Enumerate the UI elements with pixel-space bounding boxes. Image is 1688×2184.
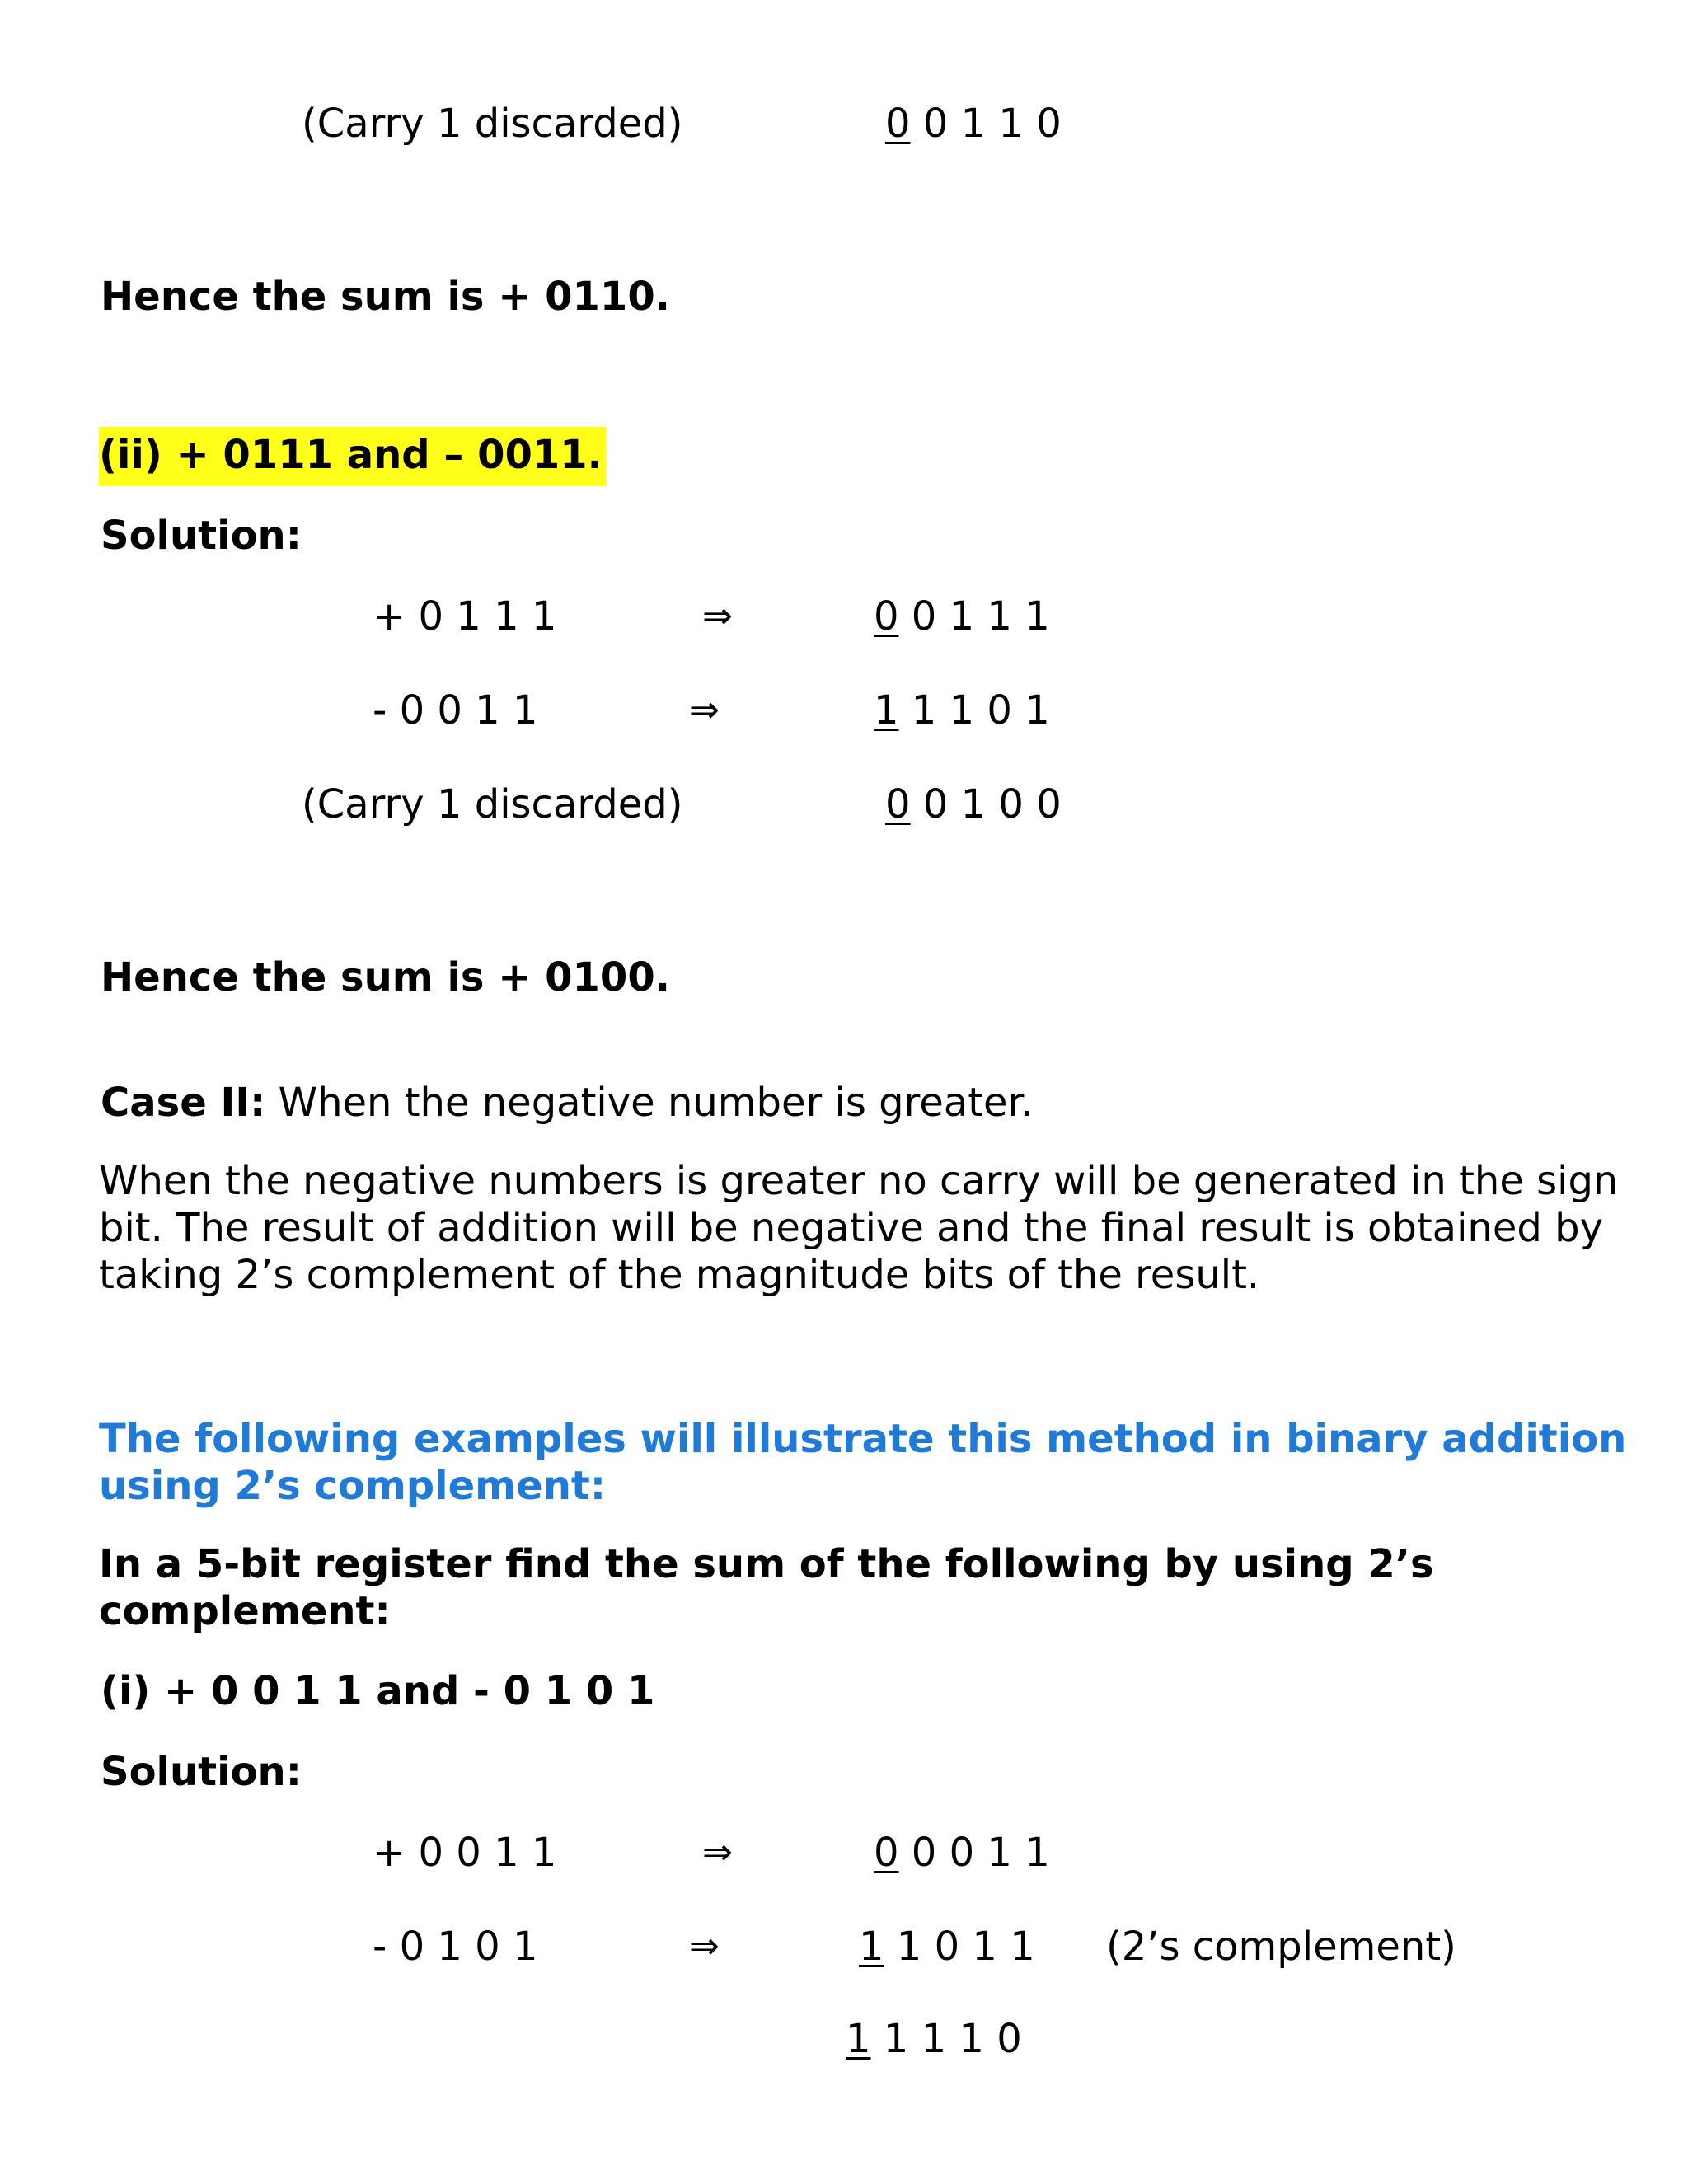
result-ii xyxy=(885,781,1062,827)
sign-bit: 0 xyxy=(874,1830,899,1876)
operand-row1-left: + 0 0 1 1 xyxy=(373,1830,557,1876)
result-top xyxy=(885,101,1062,147)
register-heading: In a 5-bit register find the sum of the following by using 2’s complement: xyxy=(99,1541,1434,1634)
carry-note-top: (Carry 1 discarded) xyxy=(302,101,683,147)
implies-arrow-icon: ⇒ xyxy=(689,1925,720,1967)
sum-line-top: Hence the sum is + 0110. xyxy=(101,274,670,320)
examples-heading: The following examples will illustrate this method in binary addition using 2’s complement: xyxy=(99,1416,1627,1509)
carry-note-ii: (Carry 1 discarded) xyxy=(302,781,683,827)
magnitude-bits: 0 0 1 1 xyxy=(898,1830,1050,1876)
example-ii-heading xyxy=(99,432,606,478)
result-i xyxy=(846,2016,1022,2062)
sign-bit: 1 xyxy=(874,687,899,733)
highlighted-heading: (ii) + 0111 and – 0011. xyxy=(99,427,606,486)
sign-bit: 1 xyxy=(859,1924,884,1970)
operand-row1-right xyxy=(874,1830,1050,1876)
implies-arrow-icon: ⇒ xyxy=(689,689,720,731)
sign-bit: 0 xyxy=(885,101,911,147)
case-ii-label: Case II: xyxy=(101,1080,266,1126)
sign-bit: 0 xyxy=(874,593,899,640)
operand-row1-left: + 0 1 1 1 xyxy=(373,593,557,640)
operand-row2-left: - 0 1 0 1 xyxy=(373,1924,538,1970)
case-ii-line xyxy=(101,1080,1034,1126)
magnitude-bits: 0 1 1 0 xyxy=(910,101,1062,147)
sum-line-ii: Hence the sum is + 0100. xyxy=(101,954,670,1001)
solution-label-ii: Solution: xyxy=(101,513,302,559)
magnitude-bits: 1 0 1 1 xyxy=(884,1924,1035,1970)
operand-row2-left: - 0 0 1 1 xyxy=(373,687,538,733)
sign-bit: 0 xyxy=(885,781,911,827)
implies-arrow-icon: ⇒ xyxy=(702,595,733,637)
example-i-heading: (i) + 0 0 1 1 and - 0 1 0 1 xyxy=(101,1668,655,1714)
operand-row1-right xyxy=(874,593,1050,640)
operand-row2-right xyxy=(874,687,1050,733)
sign-bit: 1 xyxy=(846,2016,871,2062)
complement-note: (2’s complement) xyxy=(1106,1924,1456,1970)
case-ii-text: When the negative number is greater. xyxy=(265,1080,1034,1126)
magnitude-bits: 1 1 0 1 xyxy=(898,687,1050,733)
magnitude-bits: 1 1 1 0 xyxy=(870,2016,1022,2062)
implies-arrow-icon: ⇒ xyxy=(702,1831,733,1873)
operand-row2-right xyxy=(859,1924,1035,1970)
solution-label-i: Solution: xyxy=(101,1749,302,1795)
case-ii-paragraph: When the negative numbers is greater no carry will be generated in the sign bit. The result of addition will be negative and the final result is obtained by taking 2’s complement of the magnitude bits of the result. xyxy=(99,1158,1619,1298)
magnitude-bits: 0 1 1 1 xyxy=(898,593,1050,640)
magnitude-bits: 0 1 0 0 xyxy=(910,781,1062,827)
